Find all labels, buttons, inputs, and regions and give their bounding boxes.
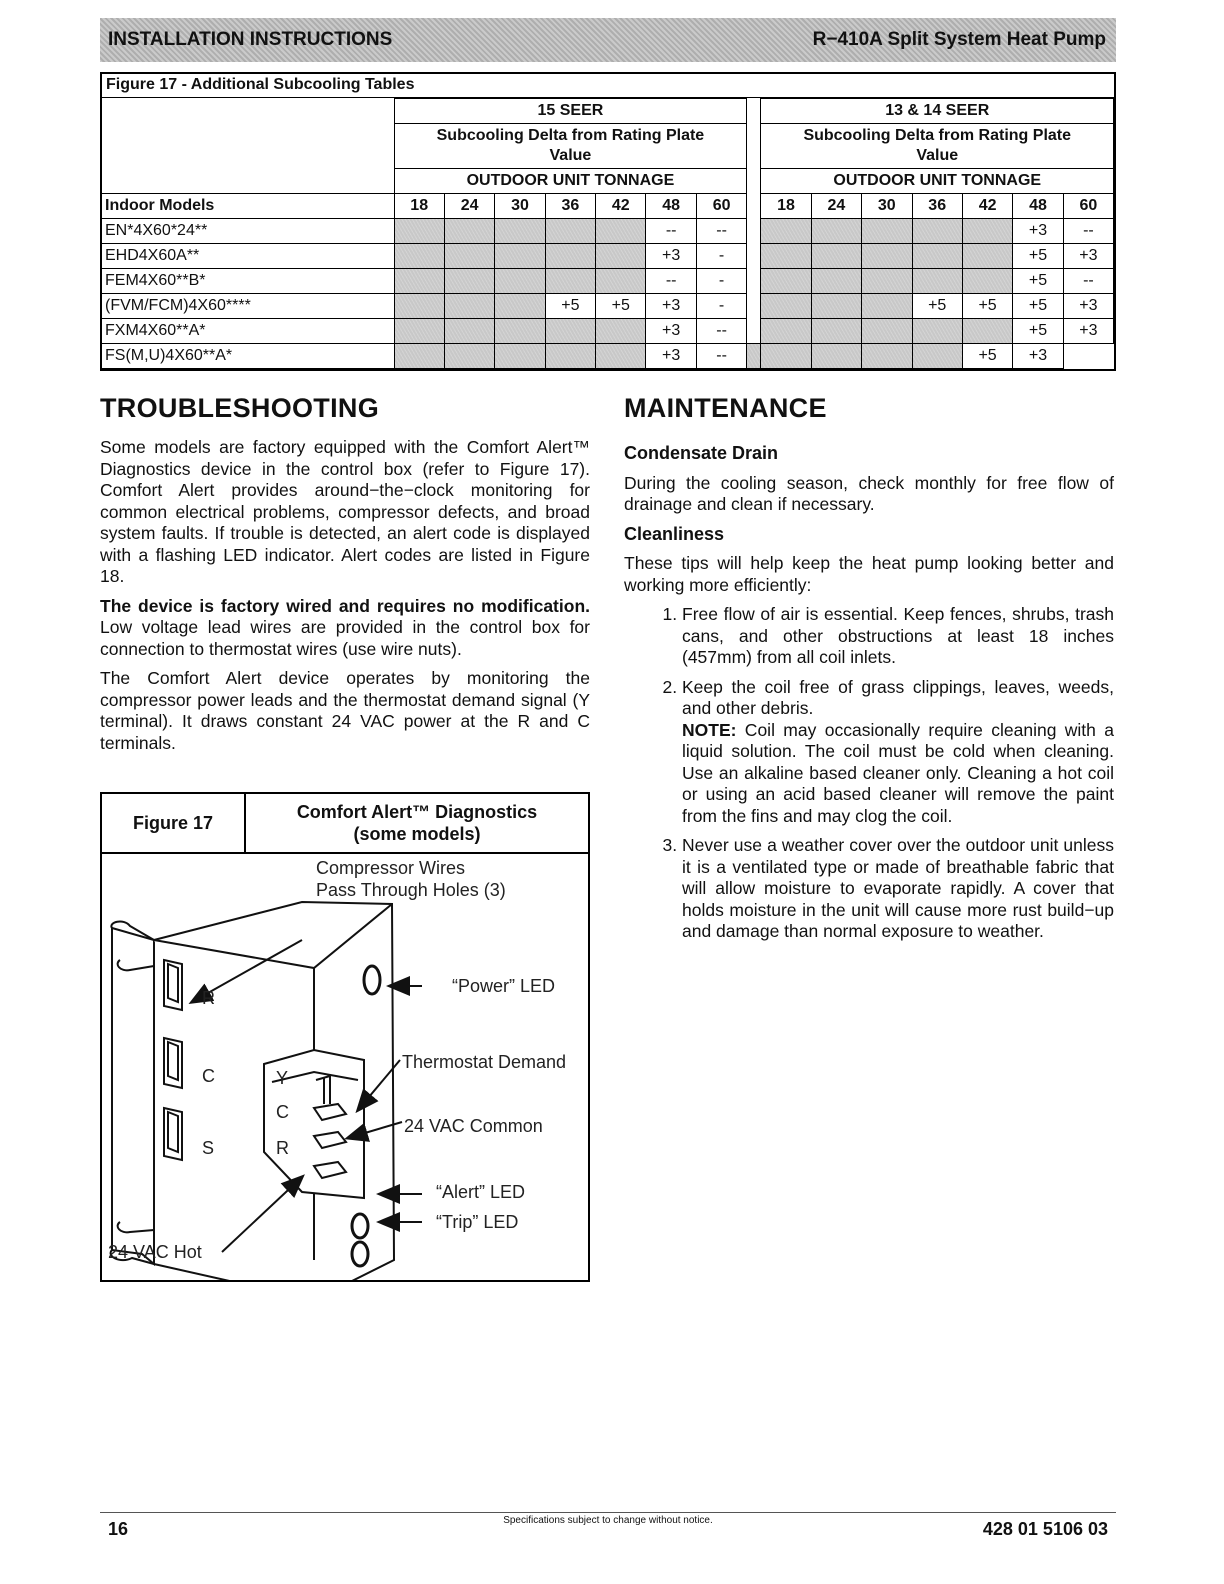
cleanliness-text: These tips will help keep the heat pump looking better and working more efficiently: — [624, 553, 1114, 595]
shaded-cell — [596, 344, 646, 369]
subcooling-table — [100, 72, 1116, 371]
column-gap — [747, 99, 761, 344]
figure-17-label: Figure 17 — [102, 794, 246, 852]
shaded-cell — [545, 269, 595, 294]
figure-17-title-line2: (some models) — [353, 824, 481, 844]
shaded-cell — [444, 269, 494, 294]
terminal-r-label: R — [202, 988, 215, 1008]
models-header-spacer — [102, 99, 394, 194]
troubleshooting-p2-rest: Low voltage lead wires are provided in the control box for connection to thermostat wires (use wire nuts). — [100, 617, 590, 659]
shaded-cell — [811, 294, 861, 319]
shaded-cell — [596, 244, 646, 269]
header-product: R−410A Split System Heat Pump — [812, 29, 1106, 50]
shaded-cell — [495, 344, 545, 369]
value-cell: -- — [1063, 219, 1113, 244]
shaded-cell — [761, 344, 811, 369]
tonnage-header-right-42: 42 — [962, 194, 1012, 219]
shaded-cell — [394, 294, 444, 319]
value-cell: +3 — [646, 319, 696, 344]
shaded-cell — [394, 269, 444, 294]
shaded-cell — [596, 269, 646, 294]
left-subtitle-line1: Subcooling Delta from Rating Plate — [436, 127, 705, 144]
value-cell: +3 — [1063, 244, 1113, 269]
shaded-cell — [444, 319, 494, 344]
value-cell: +3 — [646, 344, 696, 369]
terminal-y-label: Y — [276, 1068, 289, 1088]
note-text: Coil may occasionally require cleaning with a liquid solution. The coil must be cold when cleaning. Use an alkaline based cleaner only. Cleaning a hot coil or using an acid based cleaner will remove the paint from the fins and may clog the coil. — [682, 719, 1114, 826]
shaded-cell — [444, 344, 494, 369]
shaded-cell — [811, 319, 861, 344]
shaded-cell — [912, 344, 962, 369]
shaded-cell — [747, 344, 761, 369]
shaded-cell — [761, 269, 811, 294]
shaded-cell — [545, 319, 595, 344]
shaded-cell — [444, 294, 494, 319]
tonnage-header-right-60: 60 — [1063, 194, 1113, 219]
shaded-cell — [761, 319, 811, 344]
shaded-cell — [545, 244, 595, 269]
shaded-cell — [394, 319, 444, 344]
shaded-cell — [962, 219, 1012, 244]
shaded-cell — [811, 219, 861, 244]
shaded-cell — [962, 269, 1012, 294]
shaded-cell — [495, 269, 545, 294]
left-subtitle — [394, 124, 747, 169]
terminal-c2-label: C — [276, 1102, 289, 1122]
terminal-c-label: C — [202, 1066, 215, 1086]
tonnage-header-left-24: 24 — [444, 194, 494, 219]
value-cell: +5 — [1013, 319, 1063, 344]
value-cell: +5 — [545, 294, 595, 319]
shaded-cell — [862, 294, 912, 319]
left-subtitle-line2: Value — [549, 147, 592, 164]
trip-led-label: “Trip” LED — [436, 1212, 519, 1232]
value-cell: +5 — [1013, 244, 1063, 269]
shaded-cell — [912, 319, 962, 344]
figure-17 — [100, 792, 590, 1282]
table-row — [102, 294, 1114, 319]
footer-notice: Specifications subject to change without notice. — [503, 1515, 713, 1526]
value-cell: +3 — [1013, 344, 1063, 369]
tonnage-header-right-48: 48 — [1013, 194, 1063, 219]
table-row — [102, 244, 1114, 269]
shaded-cell — [862, 319, 912, 344]
value-cell: - — [696, 294, 746, 319]
table-row — [102, 219, 1114, 244]
value-cell: +5 — [912, 294, 962, 319]
cleaning-tip-1: 1. Free flow of air is essential. Keep fences, shrubs, trash cans, and other obstructions at least 18 inches (457mm) from all coil inlets. — [682, 604, 1114, 669]
note-label: NOTE: — [682, 719, 737, 740]
troubleshooting-p2-bold: The device is factory wired and requires no modification. — [100, 595, 590, 616]
shaded-cell — [811, 344, 861, 369]
left-seer: 15 SEER — [394, 99, 747, 124]
troubleshooting-heading: TROUBLESHOOTING — [100, 393, 379, 423]
cleanliness-heading: Cleanliness — [624, 523, 725, 544]
cleaning-tip-2-text: Keep the coil free of grass clippings, leaves, weeds, and other debris. — [682, 676, 1114, 718]
shaded-cell — [596, 319, 646, 344]
compressor-wires-label-line1: Compressor Wires — [316, 858, 466, 878]
shaded-cell — [545, 344, 595, 369]
tonnage-header-left-18: 18 — [394, 194, 444, 219]
shaded-cell — [912, 244, 962, 269]
tonnage-header-left-60: 60 — [696, 194, 746, 219]
vac-hot-label: 24 VAC Hot — [108, 1242, 202, 1262]
page-header — [100, 18, 1116, 62]
value-cell: -- — [646, 269, 696, 294]
shaded-cell — [912, 219, 962, 244]
right-seer: 13 & 14 SEER — [761, 99, 1114, 124]
tonnage-header-left-42: 42 — [596, 194, 646, 219]
model-cell: EHD4X60A** — [102, 244, 394, 269]
value-cell: +5 — [1013, 294, 1063, 319]
right-tonnage-label: OUTDOOR UNIT TONNAGE — [761, 169, 1114, 194]
tonnage-header-right-36: 36 — [912, 194, 962, 219]
right-subtitle-line2: Value — [916, 147, 959, 164]
subcooling-grid — [102, 98, 1114, 369]
value-cell: +3 — [1013, 219, 1063, 244]
shaded-cell — [962, 244, 1012, 269]
shaded-cell — [962, 319, 1012, 344]
value-cell: -- — [696, 219, 746, 244]
value-cell: -- — [646, 219, 696, 244]
shaded-cell — [495, 219, 545, 244]
table-row — [102, 269, 1114, 294]
page-number: 16 — [108, 1519, 129, 1539]
shaded-cell — [761, 219, 811, 244]
document-number: 428 01 5106 03 — [982, 1519, 1108, 1539]
value-cell: +3 — [1063, 294, 1113, 319]
maintenance-heading: MAINTENANCE — [624, 393, 827, 423]
troubleshooting-p3: The Comfort Alert device operates by monitoring the compressor power leads and the thermostat demand signal (Y terminal). It draws constant 24 VAC power at the R and C terminals. — [100, 668, 590, 753]
left-tonnage-label: OUTDOOR UNIT TONNAGE — [394, 169, 747, 194]
shaded-cell — [444, 244, 494, 269]
troubleshooting-p1: Some models are factory equipped with the Comfort Alert™ Diagnostics device in the control box (refer to Figure 17). Comfort Alert provides around−the−clock monitoring for common electrical problems, compressor defects, and broad system faults. If trouble is detected, an alert code is displayed with a flashing LED indicator. Alert codes are listed in Figure 18. — [100, 437, 590, 586]
value-cell: -- — [696, 319, 746, 344]
shaded-cell — [495, 244, 545, 269]
shaded-cell — [862, 344, 912, 369]
value-cell: +5 — [962, 294, 1012, 319]
troubleshooting-body — [100, 437, 590, 762]
right-subtitle — [761, 124, 1114, 169]
model-cell: FS(M,U)4X60**A* — [102, 344, 394, 369]
troubleshooting-p2 — [100, 596, 590, 661]
shaded-cell — [495, 319, 545, 344]
shaded-cell — [394, 244, 444, 269]
model-cell: EN*4X60*24** — [102, 219, 394, 244]
shaded-cell — [862, 219, 912, 244]
terminal-r2-label: R — [276, 1138, 289, 1158]
shaded-cell — [811, 269, 861, 294]
condensate-text: During the cooling season, check monthly for free flow of drainage and clean if necessary. — [624, 472, 1114, 514]
table-caption: Figure 17 - Additional Subcooling Tables — [102, 74, 1114, 98]
compressor-wires-label-line2: Pass Through Holes (3) — [316, 880, 506, 900]
models-header: Indoor Models — [102, 194, 394, 219]
tonnage-header-right-30: 30 — [862, 194, 912, 219]
shaded-cell — [912, 269, 962, 294]
tonnage-header-left-48: 48 — [646, 194, 696, 219]
tonnage-header-left-36: 36 — [545, 194, 595, 219]
value-cell: +5 — [962, 344, 1012, 369]
table-row — [102, 344, 1114, 369]
model-cell: (FVM/FCM)4X60**** — [102, 294, 394, 319]
value-cell: -- — [696, 344, 746, 369]
table-row — [102, 319, 1114, 344]
vac-common-label: 24 VAC Common — [404, 1116, 543, 1136]
value-cell: +3 — [646, 294, 696, 319]
model-cell: FXM4X60**A* — [102, 319, 394, 344]
value-cell: +3 — [1063, 319, 1113, 344]
value-cell: +5 — [1013, 269, 1063, 294]
figure-17-header — [102, 794, 588, 854]
value-cell: -- — [1063, 269, 1113, 294]
model-cell: FEM4X60**B* — [102, 269, 394, 294]
header-title: INSTALLATION INSTRUCTIONS — [108, 29, 393, 50]
figure-17-title-line1: Comfort Alert™ Diagnostics — [296, 802, 538, 822]
shaded-cell — [862, 269, 912, 294]
value-cell: - — [696, 244, 746, 269]
shaded-cell — [394, 344, 444, 369]
shaded-cell — [811, 244, 861, 269]
page-footer — [100, 1512, 1116, 1539]
tonnage-header-right-24: 24 — [811, 194, 861, 219]
shaded-cell — [495, 294, 545, 319]
figure-17-title — [246, 794, 588, 852]
cleaning-tips-list — [624, 604, 1114, 943]
value-cell: - — [696, 269, 746, 294]
condensate-heading: Condensate Drain — [624, 443, 779, 463]
thermostat-demand-label: Thermostat Demand — [402, 1052, 567, 1072]
value-cell: +5 — [596, 294, 646, 319]
shaded-cell — [394, 219, 444, 244]
shaded-cell — [761, 294, 811, 319]
shaded-cell — [862, 244, 912, 269]
terminal-s-label: S — [202, 1138, 215, 1158]
tonnage-header-right-18: 18 — [761, 194, 811, 219]
right-subtitle-line1: Subcooling Delta from Rating Plate — [803, 127, 1072, 144]
maintenance-body — [624, 443, 1114, 951]
shaded-cell — [596, 219, 646, 244]
shaded-cell — [545, 219, 595, 244]
cleaning-tip-2 — [682, 677, 1114, 828]
cleaning-tip-3: 3. Never use a weather cover over the outdoor unit unless it is a ventilated type or made of breathable fabric that will allow moisture to evaporate rapidly. A cover that holds moisture in the unit will cause more rust build−up and damage than normal exposure to weather. — [682, 835, 1114, 943]
alert-led-label: “Alert” LED — [436, 1182, 526, 1202]
shaded-cell — [444, 219, 494, 244]
power-led-label: “Power” LED — [452, 976, 556, 996]
comfort-alert-diagram — [102, 852, 588, 1280]
shaded-cell — [761, 244, 811, 269]
tonnage-header-left-30: 30 — [495, 194, 545, 219]
value-cell: +3 — [646, 244, 696, 269]
